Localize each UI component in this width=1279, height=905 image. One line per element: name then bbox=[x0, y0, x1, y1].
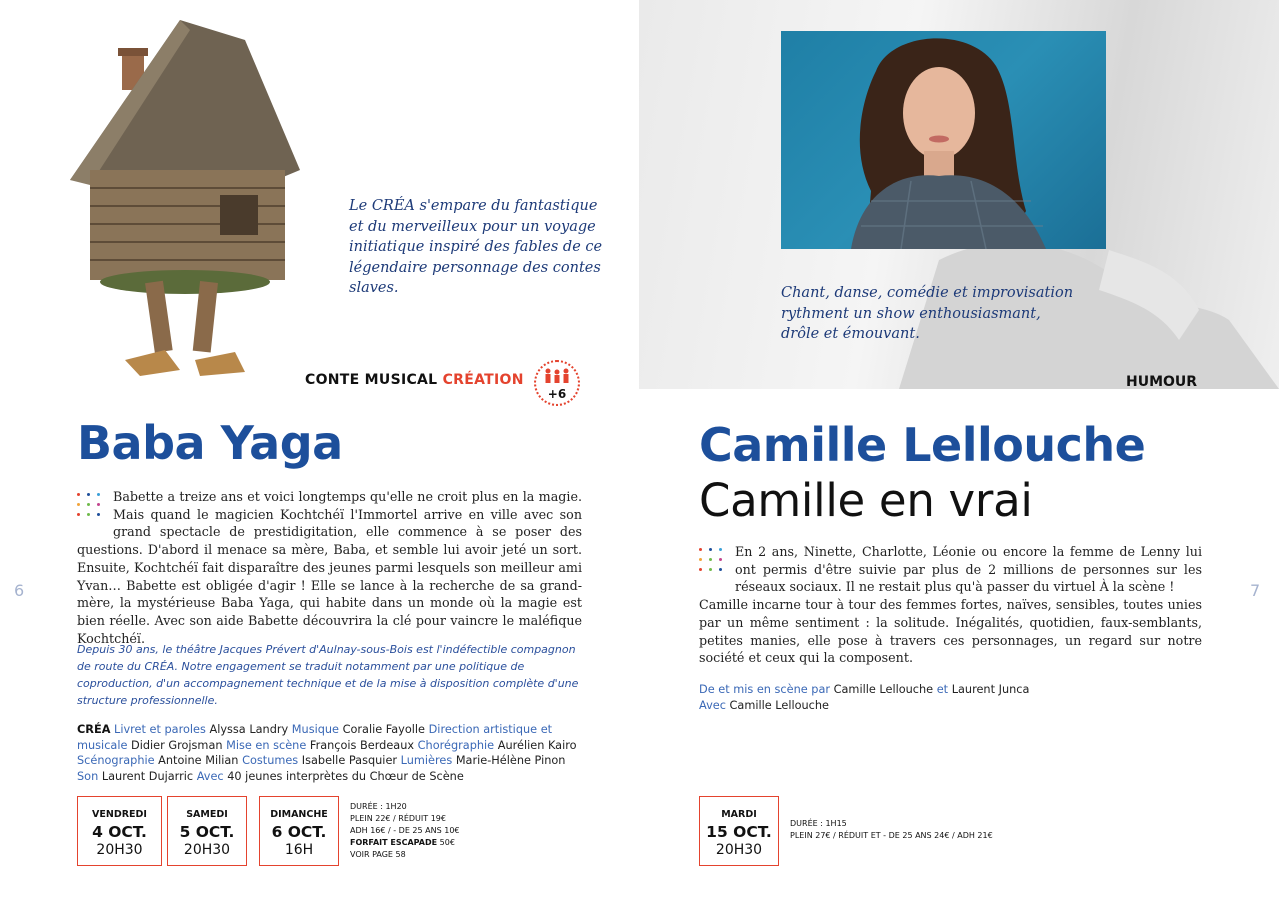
credit-line: De et mis en scène par Camille Lellouche et Laurent Junca bbox=[699, 683, 1030, 696]
credit-name: 40 jeunes interprètes du Chœur de Scène bbox=[227, 769, 464, 783]
price-line: VOIR PAGE 58 bbox=[350, 850, 406, 859]
date-day: VENDREDI bbox=[92, 809, 147, 820]
date-day: SAMEDI bbox=[186, 809, 228, 820]
credit-name: Isabelle Pasquier bbox=[301, 754, 398, 768]
show-title-right: Camille Lellouche bbox=[699, 418, 1146, 472]
family-icon bbox=[542, 368, 572, 384]
company-name: CRÉA bbox=[77, 723, 111, 736]
portrait-photo bbox=[781, 31, 1106, 249]
credit-role: Avec bbox=[193, 769, 228, 783]
credit-role: Son bbox=[77, 769, 102, 783]
forfait-line: FORFAIT ESCAPADE 50€ bbox=[350, 838, 455, 847]
credit-line: Avec Camille Lellouche bbox=[699, 698, 830, 712]
date-box bbox=[259, 796, 339, 866]
duration: DURÉE : 1H15 bbox=[790, 819, 847, 828]
left-body-text: Babette a treize ans et voici longtemps qu'elle ne croit plus en la magie. Mais quand le magicien Kochtchéï l'Immortel arrive en ville avec son grand spectacle de prestidigitation, elle commence à se poser des questions. D'abord il menace sa mère, Baba, et semble lui avoir jeté un sort. Ensuite, Kochtchéï fait disparaître des jeunes parmi lesquels son meilleur ami Yvan… Babette est obligée d'agir ! Elle se lance à la recherche de sa grand-mère, la mystérieuse Baba Yaga, qui habite dans un monde où la magie est bien réelle. Avec son aide Babette découvrira la clé pour vaincre le maléfique Kochtchéï. bbox=[77, 489, 582, 646]
date-box bbox=[167, 796, 247, 866]
right-category: HUMOUR bbox=[1126, 374, 1198, 390]
date-date: 5 OCT. bbox=[179, 823, 235, 841]
credit-role: Lumières bbox=[397, 754, 456, 768]
hut-on-chicken-legs-illustration bbox=[70, 20, 310, 390]
show-title-left: Baba Yaga bbox=[77, 416, 343, 470]
right-body bbox=[699, 543, 1202, 667]
date-time: 16H bbox=[284, 842, 314, 858]
credit-role: Direction artistique et musicale bbox=[77, 723, 553, 752]
left-lead-text: Le CRÉA s'empare du fantastique et du merveilleux pour un voyage initiatique inspiré des fables de ce légendaire personnage des contes slaves. bbox=[349, 198, 603, 296]
right-body-intro: En 2 ans, Ninette, Charlotte, Léonie ou encore la femme de Lenny lui ont permis d'être suivie par plus de 2 millions de personnes sur les réseaux sociaux. Il ne restait plus qu'à passer du virtuel À la scène ! bbox=[735, 544, 1202, 595]
age-label: +6 bbox=[547, 387, 567, 401]
date-box bbox=[699, 796, 779, 866]
left-category bbox=[305, 372, 524, 388]
credit-role: Scénographie bbox=[77, 754, 159, 768]
left-credits bbox=[77, 722, 582, 784]
colored-dots-icon bbox=[77, 488, 113, 528]
credit-role: Livret et paroles bbox=[114, 723, 210, 736]
date-day: DIMANCHE bbox=[270, 809, 328, 820]
credit-name: Didier Grojsman bbox=[131, 738, 223, 752]
right-price-info bbox=[790, 818, 1050, 842]
credit-role: Musique bbox=[288, 723, 343, 736]
age-badge bbox=[534, 360, 580, 406]
right-credits bbox=[699, 682, 1202, 713]
credit-role: Costumes bbox=[238, 754, 302, 768]
right-lead-text: Chant, danse, comédie et improvisation rythment un show enthousiasmant, drôle et émouvant. bbox=[781, 285, 1074, 342]
credit-name: Aurélien Kairo bbox=[497, 738, 577, 752]
date-date: 6 OCT. bbox=[271, 823, 327, 841]
woman-portrait-illustration bbox=[781, 31, 1106, 249]
credit-name: Antoine Milian bbox=[158, 754, 239, 768]
right-body-rest: Camille incarne tour à tour des femmes fortes, naïves, sensibles, toutes unies par un même sentiment : la solitude. Inégalités, quotidien, faux-semblants, petites manies, elle pose à travers ces personnages, un regard sur notre société et ceux qui la composent. bbox=[699, 597, 1202, 666]
left-body bbox=[77, 488, 582, 647]
credit-role: Mise en scène bbox=[222, 738, 310, 752]
date-time: 20H30 bbox=[96, 842, 143, 858]
left-partner-note: Depuis 30 ans, le théâtre Jacques Prévert d'Aulnay-sous-Bois est l'indéfectible compagnon de route du CRÉA. Notre engagement se traduit notamment par une politique de coproduction, d'un accompagnement technique et de la mise à disposition complète d'une structure professionnelle. bbox=[77, 643, 579, 707]
category-label: CONTE MUSICAL bbox=[305, 372, 438, 388]
left-price-info bbox=[350, 801, 500, 861]
credit-name: Coralie Fayolle bbox=[342, 723, 426, 736]
duration: DURÉE : 1H20 bbox=[350, 802, 407, 811]
date-time: 20H30 bbox=[715, 842, 763, 858]
credit-name: Marie-Hélène Pinon bbox=[455, 754, 566, 768]
price-line: PLEIN 22€ / RÉDUIT 19€ bbox=[350, 814, 446, 823]
credit-roles bbox=[77, 723, 577, 783]
date-day: MARDI bbox=[721, 809, 757, 820]
credit-name: Laurent Dujarric bbox=[101, 769, 194, 783]
date-box bbox=[77, 796, 162, 866]
credit-name: Alyssa Landry bbox=[209, 723, 289, 736]
colored-dots-icon bbox=[699, 543, 735, 583]
price-line: PLEIN 27€ / RÉDUIT ET - DE 25 ANS 24€ / ADH 21€ bbox=[790, 831, 993, 840]
credit-role: Chorégraphie bbox=[414, 738, 498, 752]
date-date: 4 OCT. bbox=[92, 823, 147, 841]
date-time: 20H30 bbox=[183, 842, 231, 858]
category-highlight: CRÉATION bbox=[442, 372, 524, 388]
price-line: ADH 16€ / - DE 25 ANS 10€ bbox=[350, 826, 460, 835]
page-number-right: 7 bbox=[1250, 581, 1261, 600]
credit-name: François Berdeaux bbox=[309, 738, 415, 752]
page-number-left: 6 bbox=[14, 581, 25, 600]
show-subtitle-right: Camille en vrai bbox=[699, 474, 1033, 527]
date-date: 15 OCT. bbox=[706, 823, 772, 841]
